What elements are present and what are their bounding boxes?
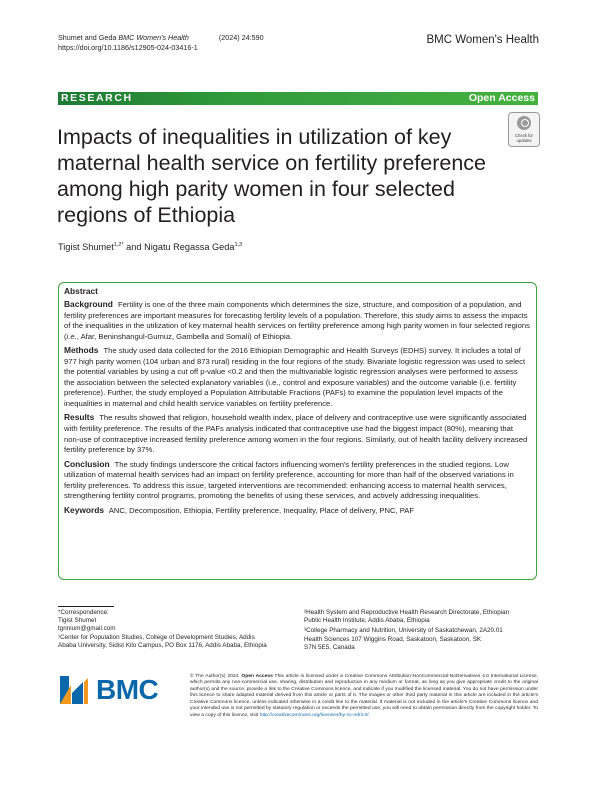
license-copyright: © The Author(s) 2024. [190,674,242,679]
footnote-line: ¹Center for Population Studies, College of Development Studies, Addis [58,633,255,641]
journal-name: BMC Women's Health [426,34,539,46]
abstract-box [58,282,537,580]
abstract-results [64,412,530,455]
abstract-methods [64,345,530,409]
footnote-line: Health Sciences 107 Wiggins Road, Saskatoon, Saskatoon, SK [304,635,482,643]
bmc-logo-text: BMC [96,674,159,705]
section-heading: Keywords [64,504,105,515]
author-affiliation-sup: 1,3 [234,242,243,248]
section-heading: Methods [64,345,99,356]
footnote-line: S7N 5E5, Canada [304,643,355,651]
license-text [190,674,538,719]
author-connector: and [123,242,145,253]
check-updates-icon [517,116,531,130]
bmc-logo-icon [58,674,90,706]
check-for-updates-button[interactable] [508,112,540,147]
section-text: , Afar, Beninshangul-Gumuz, Gambella and Somali) of Ethiopia. [76,331,293,341]
research-banner [58,92,538,105]
footnote-line: ²Health System and Reproductive Health Research Directorate, Ethiopian [304,609,510,616]
abstract-background [64,299,530,342]
footnote-divider [58,606,114,607]
author-affiliation-sup: 1,2* [113,242,124,248]
abstract-conclusion [64,459,530,502]
article-title: Impacts of inequalities in utilization of key maternal health service on fertility preference among high parity women in four selected regions of Ethiopia [57,125,487,227]
bmc-logo [58,674,170,706]
header-authors: Shumet and Geda [58,33,117,42]
open-access-label: Open Access [468,92,535,104]
section-text: The study used data collected for the 2016 Ethiopian Demographic and Health Surveys (EDHS) survey. It includes a total of 977 high parity women (104 urban and 873 rural) residing in the four regions of the study. Bivariate logistic regression was used to select the potential variables by using a cut off p-value <0.2 and then the multivariable logistic regression analyses were performed to assess the association between the selected explanatory variables (i.e., control and exposure variables) and the outcome variable (i.e. fertility preference). Further, the study employed a Population Attributable Fractions (PAFs) to examine the population level impacts of the inequalities in maternal and child health service variables on fertility preference. [64,346,526,408]
license-end: . [368,712,371,718]
footnote-line: Tigist Shumet [58,617,97,625]
author-name[interactable]: Nigatu Regassa Geda [144,242,235,253]
article-type-label: RESEARCH [61,92,133,104]
header-doi[interactable]: https://doi.org/10.1186/s12905-024-03416-1 [58,43,198,52]
footnote-line: ³College Pharmacy and Nutrition, University of Saskatchewan, 2A20.01 [304,627,503,635]
author-name[interactable]: Tigist Shumet [58,242,114,253]
header-journal: BMC Women's Health [118,33,189,42]
section-text: The study findings underscore the critical factors influencing women's fertility preferences in the studied regions. Low utilization of maternal health services had an impact on fertility preference, accounting for more than half of the observed variations in fertility preferences. To address this issue, targeted interventions are recommended: enhancing access to maternal health services, strengthening fertility control programs, promoting the benefits of using these services, and actively addressing inequalities. [64,459,514,501]
footnote-line: Public Health Institute, Addis Ababa, Ethiopia [304,617,430,625]
section-heading: Conclusion [64,458,110,469]
abstract-keywords [64,505,530,517]
section-text: The results showed that religion, household wealth index, place of delivery and contraceptive use were significantly associated with fertility preference. The results of the PAFs analysis indicated that contraceptive use had the biggest impact (80%), meaning that non-use of contraceptive increased fertility preference among women in the four regions. Similarly, out of health facility delivery increased fertility preference by 37%. [64,413,528,455]
section-text: ANC, Decomposition, Ethiopia, Fertility preference, Inequality, Place of delivery, PNC, PAF [108,505,415,515]
section-heading: Results [64,412,95,423]
section-text: Fertility is one of the three main components which determines the size, structure, and composition of a population, and fertility preferences are important measures for forecasting fertility levels of a population. Therefore, this study aims to assess the impacts of the inequalities in the utilization of key maternal health services on fertility preference among high parity women in four selected regions ( [64,300,530,341]
footnote-email[interactable]: tgnnium@gmail.com [58,625,116,633]
license-body: This article is licensed under a Creative Commons Attribution-NonCommercial-NoDerivatives 4.0 International License, which permits any non-commercial use, sharing, distribution and reproduction in any medium or format, as long as you give appropriate credit to the original author(s) and the source, provide a link to the Creative Commons licence, and indicate if you modified the licensed material. You do not have permission under this licence to share adapted material derived from this article or parts of it. The images or other third party material in this article are included in the article's Creative Commons licence, unless indicated otherwise in a credit line to the material. If material is not included in the article's Creative Commons licence and your intended use is not permitted by statutory regulation or exceeds the permitted use, you will need to obtain permission directly from the copyright holder. To view a copy of this licence, visit [190,674,538,718]
header-year-volume: (2024) 24:590 [218,33,264,42]
license-open-access: Open Access [241,674,273,679]
section-heading: Background [64,299,113,309]
affiliation-footnotes [304,609,538,652]
abstract-heading: Abstract [64,286,98,296]
correspondence-footnote [58,609,288,650]
author-list [58,242,242,252]
footnote-line: *Correspondence: [58,609,109,616]
license-link[interactable]: http://creativecommons.org/licenses/by-nc-nd/4.0/ [259,712,369,718]
footnote-line: Ababa University, Sidist Kilo Campus, PO Box 1176, Addis Ababa, Ethiopia [58,641,267,649]
abstract-body [64,299,530,519]
running-header [58,33,264,53]
section-text-italic: i.e. [66,331,77,341]
check-updates-label: Check for updates [515,133,533,143]
